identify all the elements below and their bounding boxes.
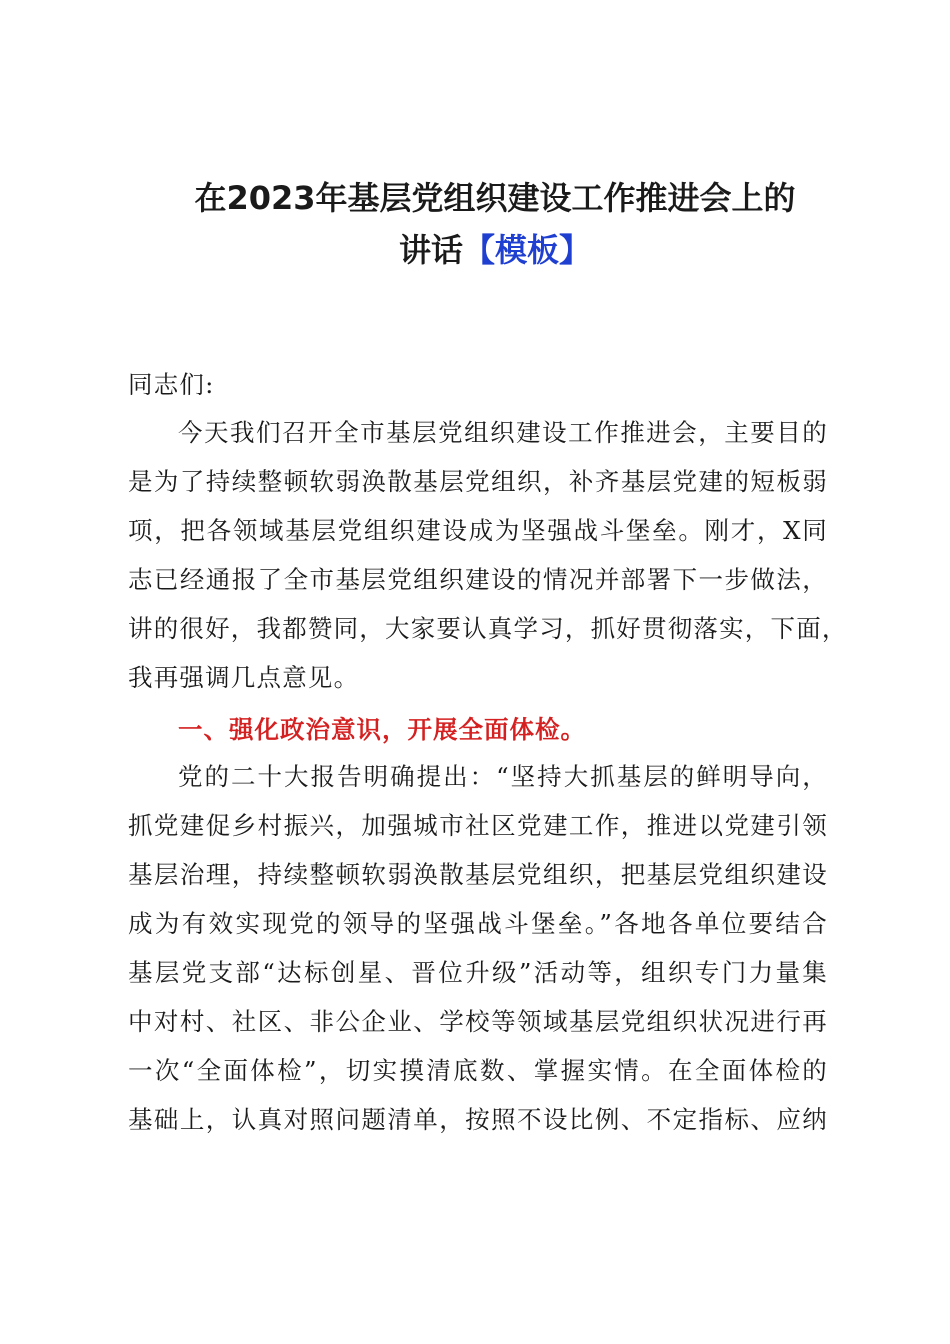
paragraph-line: 志已经通报了全市基层党组织建设的情况并部署下一步做法， (128, 565, 828, 594)
paragraph-line: 成为有效实现党的领导的坚强战斗堡垒。”各地各单位要结合 (128, 909, 828, 938)
paragraph-1 (128, 408, 848, 702)
paragraph-line: 基础上，认真对照问题清单，按照不设比例、不定指标、应纳 (128, 1105, 828, 1134)
paragraph-line: 我再强调几点意见。 (128, 663, 360, 692)
title-line-2 (100, 224, 890, 276)
paragraph-line: 党的二十大报告明确提出：“坚持大抓基层的鲜明导向， (178, 762, 828, 791)
paragraph-line: 一次“全面体检”，切实摸清底数、掌握实情。在全面体检的 (128, 1056, 828, 1085)
paragraph-2 (128, 752, 828, 1144)
title-template-tag: 【模板】 (463, 231, 592, 269)
salutation: 同志们: (128, 370, 215, 399)
paragraph-line: 今天我们召开全市基层党组织建设工作推进会，主要目的 (178, 418, 828, 447)
paragraph-line: 是为了持续整顿软弱涣散基层党组织，补齐基层党建的短板弱 (128, 467, 828, 496)
paragraph-line: 中对村、社区、非公企业、学校等领域基层党组织状况进行再 (128, 1007, 828, 1036)
document-title (100, 172, 890, 276)
section-heading-1: 一、强化政治意识，开展全面体检。 (178, 715, 586, 744)
title-line-2-text: 讲话 (398, 231, 463, 269)
paragraph-line: 基层党支部“达标创星、晋位升级”活动等，组织专门力量集 (128, 958, 828, 987)
paragraph-line: 项，把各领域基层党组织建设成为坚强战斗堡垒。刚才，X同 (128, 516, 828, 545)
paragraph-line: 讲的很好，我都赞同，大家要认真学习，抓好贯彻落实，下面， (128, 614, 848, 643)
paragraph-line: 抓党建促乡村振兴，加强城市社区党建工作，推进以党建引领 (128, 811, 828, 840)
title-line-1: 在2023年基层党组织建设工作推进会上的 (194, 179, 796, 217)
paragraph-line: 基层治理，持续整顿软弱涣散基层党组织，把基层党组织建设 (128, 860, 828, 889)
